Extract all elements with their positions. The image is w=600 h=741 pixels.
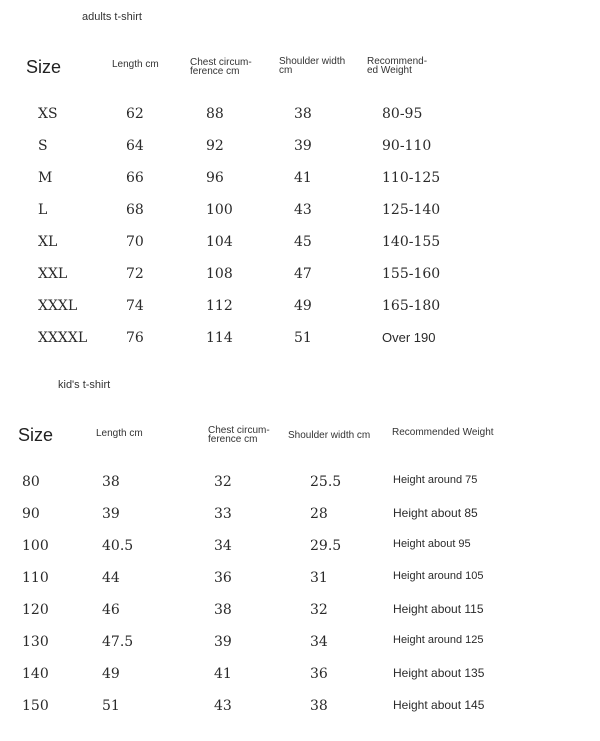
kids-shoulder-cell: 32	[310, 602, 328, 618]
kids-chest-cell: 34	[214, 538, 232, 554]
adults-shoulder-cell: 45	[294, 234, 312, 250]
adults-shoulder-cell: 41	[294, 170, 312, 186]
kids-table-row	[0, 602, 600, 622]
kids-chest-cell: 38	[214, 602, 232, 618]
adults-table-row	[0, 234, 600, 254]
adults-chest-cell: 114	[206, 330, 233, 346]
adults-table-row	[0, 298, 600, 318]
kids-length-cell: 39	[102, 506, 120, 522]
adults-chest-cell: 88	[206, 106, 224, 122]
kids-length-cell: 38	[102, 474, 120, 490]
adults-table-row	[0, 138, 600, 158]
adults-length-cell: 68	[126, 202, 144, 218]
kids-size-cell: 120	[22, 602, 49, 618]
adults-section-title: adults t-shirt	[82, 11, 142, 23]
kids-weight-cell: Height around 125	[393, 634, 484, 646]
kids-shoulder-cell: 29.5	[310, 538, 342, 554]
kids-chest-cell: 36	[214, 570, 232, 586]
kids-table-row	[0, 634, 600, 654]
kids-length-cell: 46	[102, 602, 120, 618]
adults-size-cell: M	[38, 170, 53, 186]
adults-chest-cell: 108	[206, 266, 233, 282]
kids-chest-cell: 41	[214, 666, 232, 682]
adults-shoulder-cell: 39	[294, 138, 312, 154]
kids-shoulder-cell: 28	[310, 506, 328, 522]
kids-table-row	[0, 474, 600, 494]
adults-weight-header: Recommend- ed Weight	[367, 56, 428, 76]
adults-length-cell: 62	[126, 106, 144, 122]
kids-weight-cell: Height around 105	[393, 570, 484, 582]
adults-size-cell: XXL	[38, 266, 68, 282]
kids-shoulder-cell: 36	[310, 666, 328, 682]
adults-table-row	[0, 330, 600, 350]
kids-length-cell: 44	[102, 570, 120, 586]
adults-chest-header: Chest circum- ference cm	[190, 57, 252, 77]
adults-chest-cell: 112	[206, 298, 233, 314]
adults-shoulder-cell: 43	[294, 202, 312, 218]
kids-weight-cell: Height about 85	[393, 506, 478, 520]
kids-chest-header: Chest circum- ference cm	[208, 425, 270, 445]
adults-size-header: Size	[26, 57, 62, 77]
adults-chest-cell: 96	[206, 170, 224, 186]
adults-table-row	[0, 266, 600, 286]
adults-chest-cell: 92	[206, 138, 224, 154]
kids-table-row	[0, 506, 600, 526]
kids-length-cell: 49	[102, 666, 120, 682]
adults-weight-cell: 155-160	[382, 266, 441, 282]
kids-size-cell: 140	[22, 666, 49, 682]
adults-chest-cell: 104	[206, 234, 233, 250]
adults-length-cell: 64	[126, 138, 144, 154]
kids-chest-cell: 33	[214, 506, 232, 522]
kids-weight-cell: Height about 135	[393, 666, 485, 680]
adults-weight-cell: 110-125	[382, 170, 441, 186]
kids-section-title: kid's t-shirt	[58, 379, 111, 391]
adults-weight-cell: 125-140	[382, 202, 441, 218]
adults-table-row	[0, 170, 600, 190]
adults-length-cell: 70	[126, 234, 144, 250]
adults-shoulder-header: Shoulder width cm	[279, 56, 346, 76]
kids-length-cell: 47.5	[102, 634, 134, 650]
kids-shoulder-cell: 34	[310, 634, 328, 650]
kids-chest-cell: 39	[214, 634, 232, 650]
adults-shoulder-cell: 49	[294, 298, 312, 314]
kids-size-cell: 150	[22, 698, 49, 714]
kids-size-cell: 80	[22, 474, 40, 490]
adults-size-cell: L	[38, 202, 48, 218]
adults-length-header: Length cm	[112, 59, 159, 70]
adults-size-cell: XXXXL	[38, 330, 88, 346]
kids-weight-header: Recommended Weight	[392, 427, 494, 438]
adults-size-cell: S	[38, 138, 48, 154]
kids-size-cell: 130	[22, 634, 49, 650]
adults-shoulder-cell: 47	[294, 266, 312, 282]
kids-size-cell: 90	[22, 506, 40, 522]
adults-length-cell: 74	[126, 298, 144, 314]
adults-weight-cell: 90-110	[382, 138, 432, 154]
kids-size-cell: 110	[22, 570, 49, 586]
adults-table-row	[0, 106, 600, 126]
adults-chest-cell: 100	[206, 202, 233, 218]
kids-shoulder-cell: 38	[310, 698, 328, 714]
kids-table-row	[0, 538, 600, 558]
kids-table-row	[0, 698, 600, 718]
adults-weight-cell: 165-180	[382, 298, 441, 314]
adults-size-cell: XXXL	[38, 298, 78, 314]
kids-length-cell: 51	[102, 698, 120, 714]
kids-table-row	[0, 570, 600, 590]
kids-weight-cell: Height about 95	[393, 538, 471, 550]
adults-weight-cell: 140-155	[382, 234, 441, 250]
adults-shoulder-cell: 38	[294, 106, 312, 122]
kids-length-cell: 40.5	[102, 538, 134, 554]
kids-table-row	[0, 666, 600, 686]
kids-length-header: Length cm	[96, 428, 143, 439]
adults-shoulder-cell: 51	[294, 330, 312, 346]
adults-weight-cell: 80-95	[382, 106, 423, 122]
kids-size-header: Size	[18, 425, 54, 445]
kids-weight-cell: Height about 145	[393, 698, 485, 712]
kids-chest-cell: 32	[214, 474, 232, 490]
adults-length-cell: 66	[126, 170, 144, 186]
adults-size-cell: XS	[38, 106, 58, 122]
kids-shoulder-cell: 25.5	[310, 474, 342, 490]
kids-weight-cell: Height around 75	[393, 474, 478, 486]
adults-weight-cell: Over 190	[382, 330, 436, 345]
adults-table-row	[0, 202, 600, 222]
kids-chest-cell: 43	[214, 698, 232, 714]
kids-size-cell: 100	[22, 538, 49, 554]
adults-length-cell: 76	[126, 330, 144, 346]
kids-shoulder-header: Shoulder width cm	[288, 430, 371, 441]
adults-length-cell: 72	[126, 266, 144, 282]
adults-size-cell: XL	[38, 234, 58, 250]
kids-shoulder-cell: 31	[310, 570, 328, 586]
kids-weight-cell: Height about 115	[393, 602, 484, 616]
